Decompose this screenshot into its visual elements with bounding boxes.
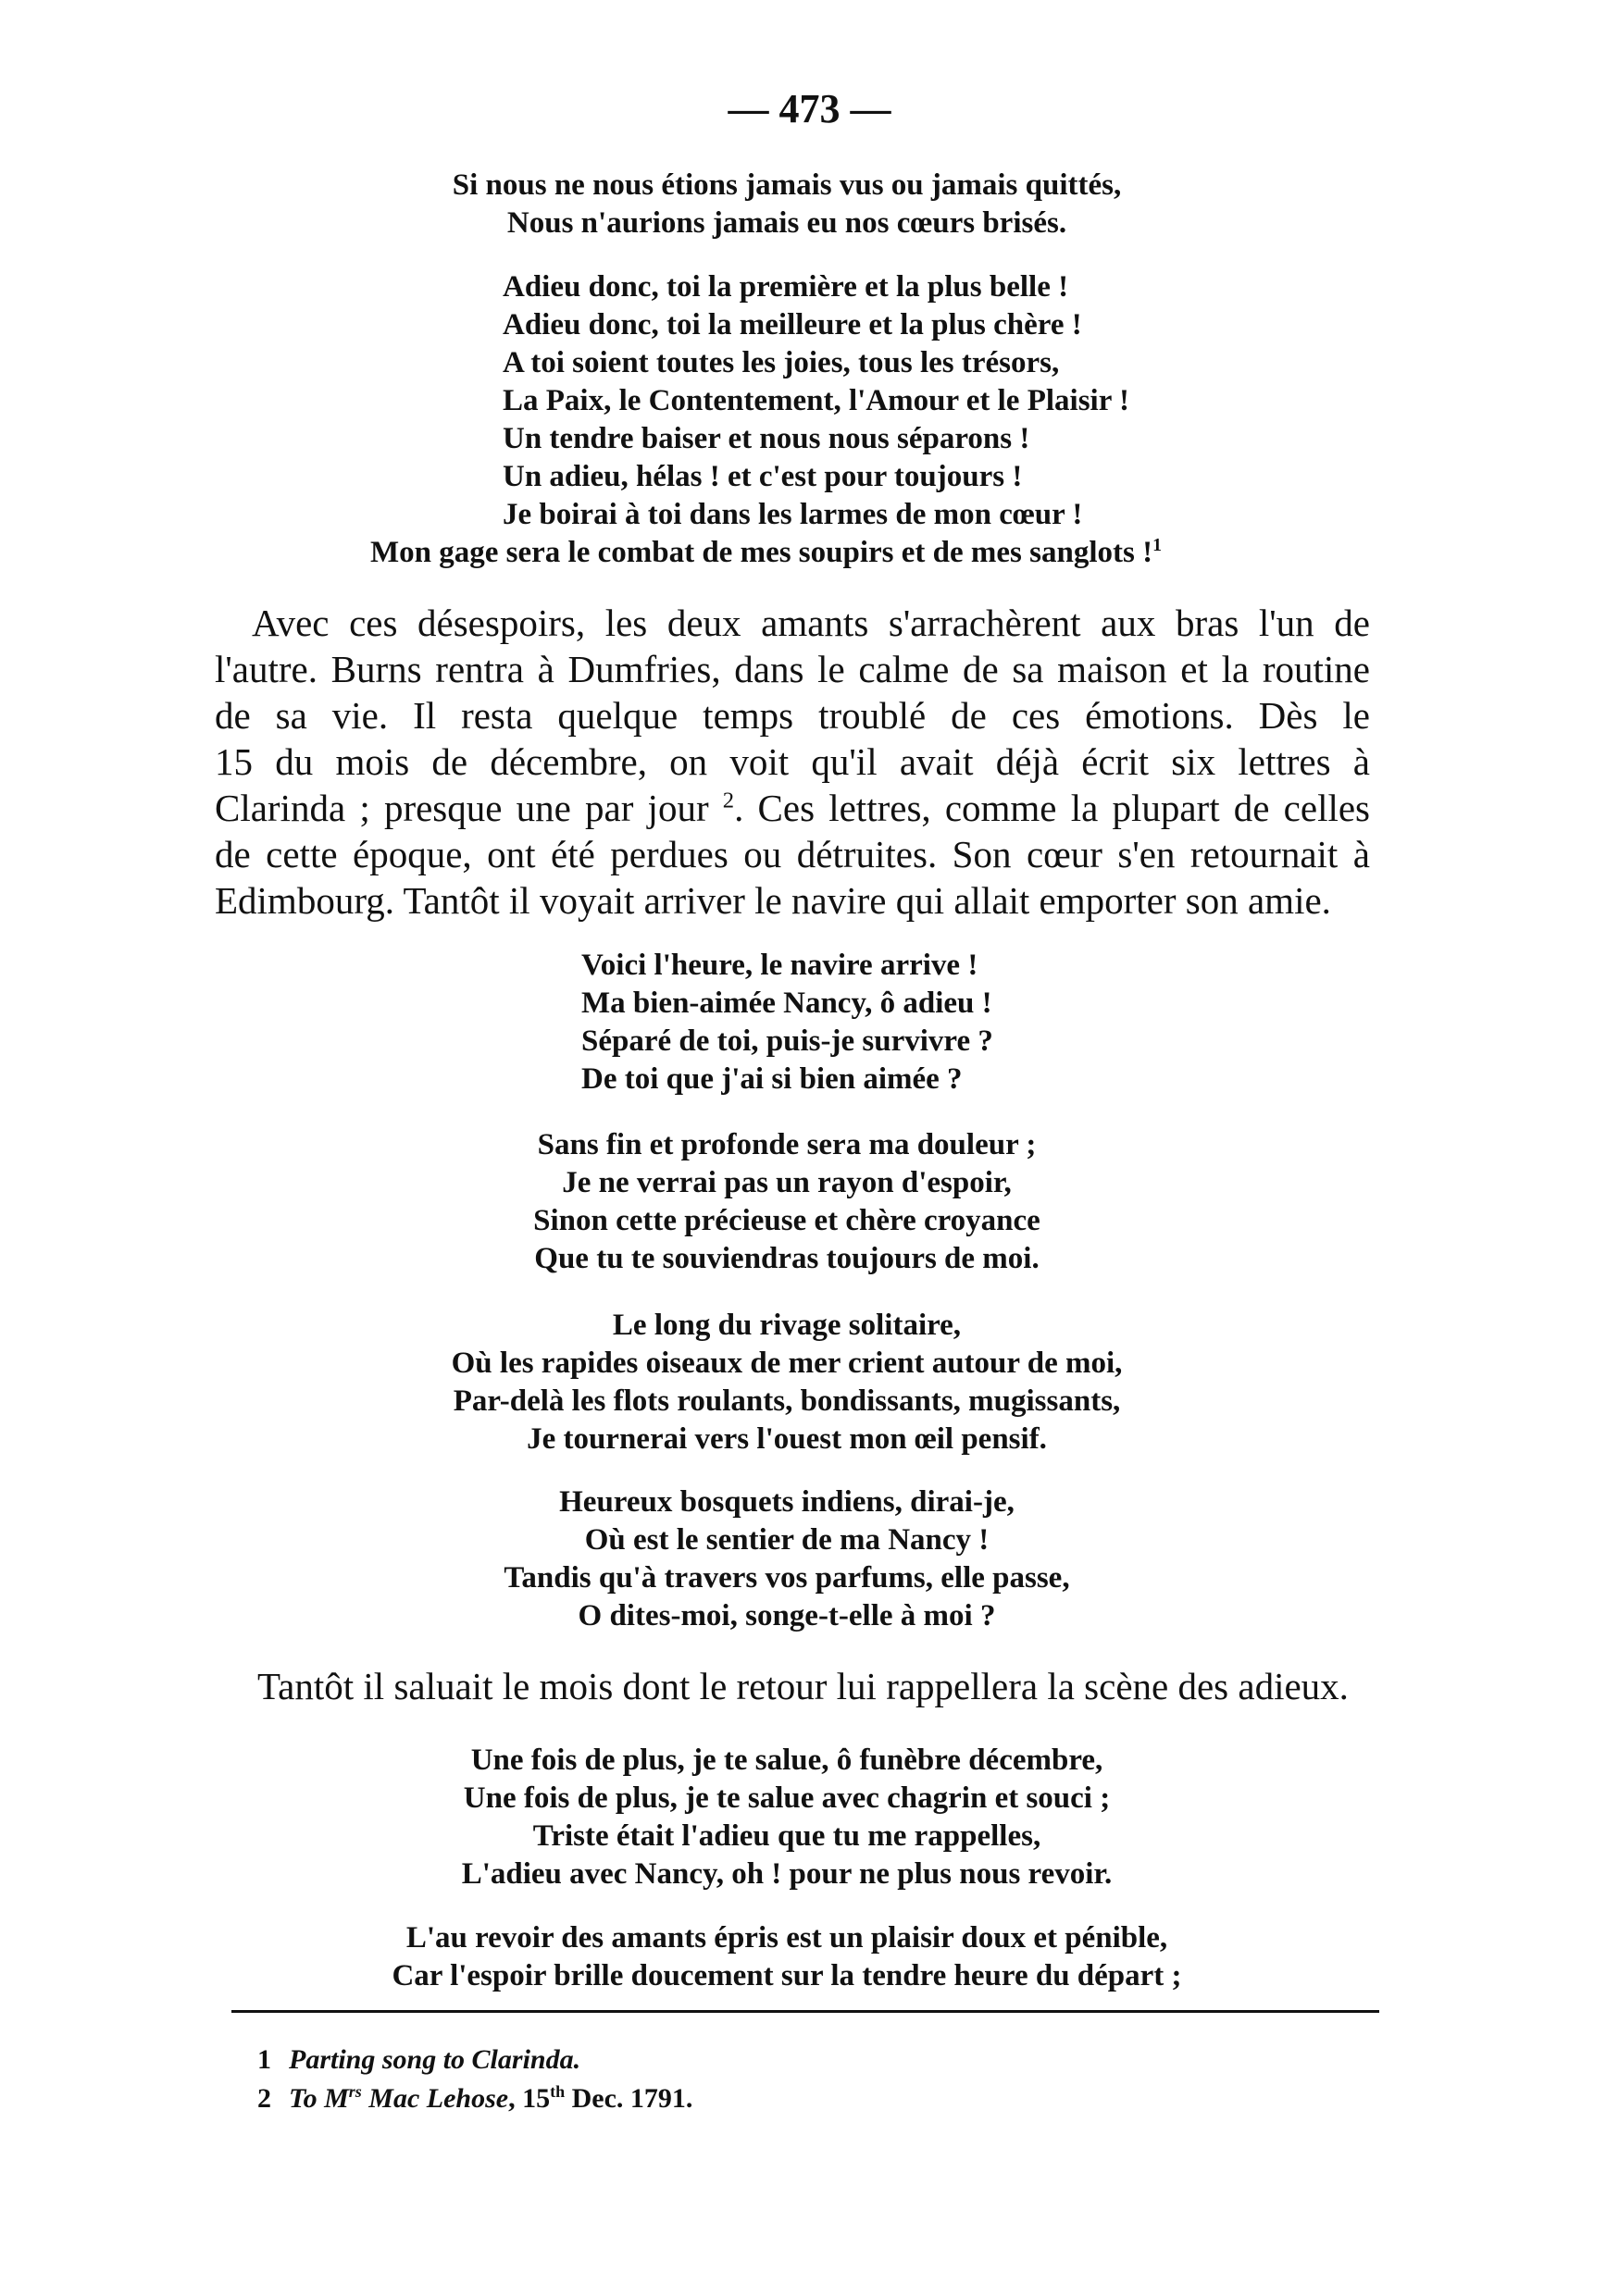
prose-paragraph: [215, 600, 1370, 924]
verse-line: Séparé de toi, puis-je survivre ?: [581, 1024, 993, 1058]
verse-stanza: [352, 1919, 1222, 1995]
verse-line: Heureux bosquets indiens, dirai-je,: [559, 1485, 1015, 1519]
verse-line: Où est le sentier de ma Nancy !: [584, 1523, 990, 1557]
footnote-number: 2: [257, 2083, 271, 2114]
verse-parting-song: [370, 268, 1203, 572]
verse-stanza: [370, 1307, 1203, 1458]
verse-line: Adieu donc, toi la première et la plus belle !: [503, 270, 1069, 304]
footnote-ref-2[interactable]: 2: [722, 788, 735, 813]
verse-line: Si nous ne nous étions jamais vus ou jamais quittés,: [452, 168, 1122, 202]
verse-line: Sans fin et profonde sera ma douleur ;: [537, 1128, 1037, 1161]
verse-line: Un adieu, hélas ! et c'est pour toujours !: [503, 460, 1023, 493]
footnote-2: [257, 2079, 692, 2118]
verse-line: Nous n'aurions jamais eu nos cœurs brisés.: [506, 206, 1067, 240]
verse-line: La Paix, le Contentement, l'Amour et le Plaisir !: [503, 384, 1129, 417]
prose-line: l'autre. Burns rentra à Dumfries, dans le calme de sa maison et la routine: [215, 648, 1370, 690]
prose-sentence: Tantôt il saluait le mois dont le retour lui rappellera la scène des adieux.: [257, 1665, 1349, 1707]
footnote-name: Mac Lehose: [368, 2083, 509, 2114]
prose-line-start: Clarinda ; presque une par jour: [215, 787, 723, 829]
prose-line: [215, 785, 1370, 831]
verse-line: L'au revoir des amants épris est un plaisir doux et pénible,: [405, 1921, 1168, 1955]
verse-line: Un tendre baiser et nous nous séparons !: [503, 422, 1030, 455]
verse-line: Sinon cette précieuse et chère croyance: [533, 1204, 1040, 1237]
verse-line: Je ne verrai pas un rayon d'espoir,: [562, 1166, 1012, 1199]
verse-stanza: [463, 1126, 1111, 1278]
verse-line: Triste était l'adieu que tu me rappelles,: [532, 1819, 1041, 1853]
prose-line: 15 du mois de décembre, on voit qu'il avait déjà écrit six lettres à: [215, 740, 1370, 783]
footnote-separator: [231, 2010, 1379, 2013]
prose-line-end: . Ces lettres, comme la plupart de celles: [734, 787, 1371, 829]
footnote-text: Parting song to Clarinda.: [289, 2044, 581, 2075]
verse-stanza: [417, 1483, 1157, 1635]
verse-line: Ma bien-aimée Nancy, ô adieu !: [581, 987, 992, 1020]
footnote-sup: th: [550, 2082, 566, 2101]
verse-line: De toi que j'ai si bien aimée ?: [581, 1062, 963, 1096]
verse-line: Tandis qu'à travers vos parfums, elle passe,: [504, 1561, 1070, 1595]
verse-line: Adieu donc, toi la meilleure et la plus chère !: [503, 308, 1082, 341]
verse-line: Que tu te souviendras toujours de moi.: [534, 1242, 1040, 1275]
footnote-ref-1[interactable]: 1: [1152, 535, 1162, 555]
verse-line: O dites-moi, songe-t-elle à moi ?: [578, 1599, 996, 1632]
verse-stanza: [581, 947, 993, 1098]
verse-line: Le long du rivage solitaire,: [612, 1309, 962, 1342]
verse-line: Car l'espoir brille doucement sur la tendre heure du départ ;: [392, 1959, 1182, 1992]
verse-line: Je boirai à toi dans les larmes de mon cœur !: [503, 498, 1083, 531]
footnote-1: [257, 2041, 580, 2079]
prose-line: de sa vie. Il resta quelque temps troublé de ces émotions. Dès le: [215, 694, 1370, 737]
footnote-text: [289, 2083, 508, 2114]
verse-line: A toi soient toutes les joies, tous les trésors,: [503, 346, 1060, 379]
verse-line-text: Mon gage sera le combat de mes soupirs et de mes sanglots !: [370, 536, 1153, 569]
verse-line: Je tournerai vers l'ouest mon œil pensif.: [527, 1422, 1047, 1456]
prose-line: Edimbourg. Tantôt il voyait arriver le navire qui allait emporter son amie.: [215, 879, 1331, 922]
footnote-date: Dec. 1791.: [565, 2083, 693, 2114]
verse-line: Par-delà les flots roulants, bondissants, mugissants,: [453, 1384, 1121, 1418]
verse-line: Où les rapides oiseaux de mer crient autour de moi,: [451, 1347, 1123, 1380]
verse-line: [370, 534, 1203, 572]
verse-line: Voici l'heure, le navire arrive !: [581, 949, 978, 982]
footnote-day: , 15: [508, 2083, 551, 2114]
verse-couplet-opening: [407, 167, 1166, 242]
verse-line: Une fois de plus, je te salue avec chagrin et souci ;: [463, 1781, 1111, 1815]
verse-stanza: [389, 1742, 1185, 1893]
prose-line: de cette époque, ont été perdues ou détruites. Son cœur s'en retournait à: [215, 833, 1370, 875]
verse-line: L'adieu avec Nancy, oh ! pour ne plus nous revoir.: [461, 1857, 1113, 1891]
page-number: — 473 —: [728, 86, 891, 131]
prose-line: Avec ces désespoirs, les deux amants s'arrachèrent aux bras l'un de: [252, 602, 1370, 644]
footnote-to: To M: [289, 2083, 349, 2114]
footnote-number: 1: [257, 2044, 271, 2075]
footnote-sup: rs: [348, 2082, 362, 2101]
verse-line: Une fois de plus, je te salue, ô funèbre décembre,: [470, 1744, 1103, 1777]
